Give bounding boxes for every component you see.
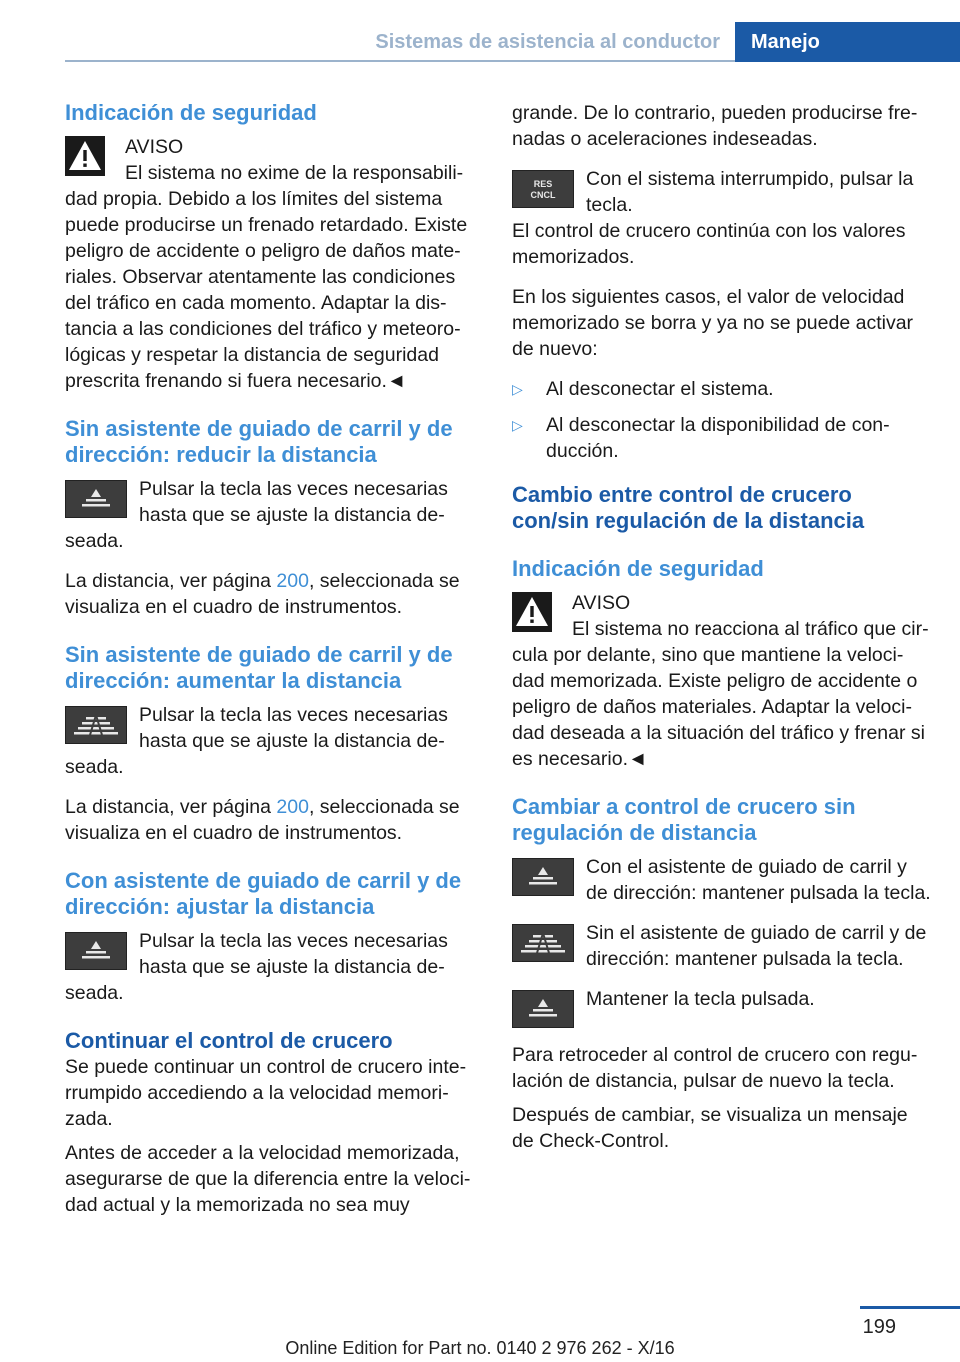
heading-reduce-distance: Sin asistente de guiado de carril y de dirección: reducir la distancia	[65, 416, 453, 467]
back-paragraph: Para retroceder al control de crucero con regu‐lación de distancia, pulsar de nuevo la tecla.	[512, 1044, 918, 1092]
header-rule	[65, 60, 735, 62]
header-chapter-tab: Manejo	[735, 22, 960, 62]
continue-paragraph-2: Antes de acceder a la velocidad memorizada, asegurarse de que la diferencia entre la veloci‐dad actual y la memorizada no sea muy	[65, 1142, 471, 1216]
heading-continue-cruise: Continuar el control de crucero	[65, 1028, 393, 1053]
left-column	[65, 100, 480, 1218]
list-item: ▷ Al desconectar el sistema.	[512, 378, 774, 400]
warning-icon	[512, 592, 552, 632]
edition-footer: Online Edition for Part no. 0140 2 976 262 - X/16	[285, 1338, 675, 1358]
warning-block-2	[512, 590, 932, 772]
adjust-distance-text: Pulsar la tecla las veces necesarias hasta que se ajuste la distancia de‐seada.	[65, 930, 448, 1004]
with-assist-row	[512, 854, 932, 906]
reduce-distance-text: Pulsar la tecla las veces necesarias hasta que se ajuste la distancia de‐seada.	[65, 478, 448, 552]
header-section-title: Sistemas de asistencia al conductor	[375, 31, 720, 53]
distance-info-1: La distancia, ver página 200, seleccionada se visualiza en el cuadro de instrumentos.	[65, 570, 460, 618]
distance-increase-key-icon	[65, 706, 127, 744]
continue-paragraph-1: Se puede continuar un control de crucero inte‐rrumpido accediendo a la velocidad memori‐zada.	[65, 1056, 467, 1130]
increase-distance-row	[65, 702, 480, 780]
footer-rule	[860, 1306, 960, 1309]
resume-paragraph: El control de crucero continúa con los valores memorizados.	[512, 220, 906, 268]
without-assist-text: Sin el asistente de guiado de carril y de dirección: mantener pulsada la tecla.	[586, 922, 927, 970]
triangle-bullet-icon: ▷	[512, 417, 523, 433]
heading-adjust-distance: Con asistente de guiado de carril y de dirección: ajustar la distancia	[65, 868, 462, 919]
res-cncl-key-icon	[512, 170, 574, 208]
page-link-200[interactable]: 200	[276, 796, 309, 818]
distance-info-2: La distancia, ver página 200, seleccionada se visualiza en el cuadro de instrumentos.	[65, 796, 460, 844]
reduce-distance-row	[65, 476, 480, 554]
warning-label: AVISO	[572, 592, 631, 614]
svg-text:RES: RES	[533, 179, 553, 189]
heading-change-cruise: Cambiar a control de crucero sin regulación de distancia	[512, 794, 856, 845]
distance-increase-key-icon	[512, 924, 574, 962]
continued-text: grande. De lo contrario, pueden producirse fre‐nadas o aceleraciones indeseadas.	[512, 102, 918, 150]
list-item: ▷ Al desconectar la disponibilidad de con‐ducción.	[512, 414, 890, 462]
heading-safety: Indicación de seguridad	[65, 100, 317, 125]
with-assist-text: Con el asistente de guiado de carril y de dirección: mantener pulsada la tecla.	[586, 856, 931, 904]
distance-decrease-key-icon	[65, 480, 127, 518]
warning-text: El sistema no exime de la responsabili‐dad propia. Debido a los límites del sistema puede producirse un frenado retardado. Existe peligro de accidente o peligro de daños mate‐riales. Observar atentamente las condiciones del tráfico en cada momento. Adaptar la dis‐tancia a las condiciones del tráfico y meteoro‐lógicas y respetar la distancia de seguridad prescrita frenando si fuera necesario.◄	[65, 162, 468, 392]
after-paragraph: Después de cambiar, se visualiza un mensaje de Check-Control.	[512, 1104, 908, 1152]
warning-icon	[65, 136, 105, 176]
res-cncl-row	[512, 166, 932, 218]
without-assist-row	[512, 920, 932, 972]
distance-assist-key-icon	[512, 858, 574, 896]
cases-list	[512, 376, 932, 464]
svg-text:CNCL: CNCL	[530, 190, 556, 200]
hold-key-text: Mantener la tecla pulsada.	[586, 988, 815, 1010]
warning-text: El sistema no reacciona al tráfico que cir‐cula por delante, sino que mantiene la veloci‐dad memorizada. Existe peligro de accidente o peligro de daños materiales. Adaptar la veloci‐dad deseada a la situación del tráfico y frenar si es necesario.◄	[512, 618, 929, 770]
distance-decrease-key-icon	[512, 990, 574, 1028]
page-link-200[interactable]: 200	[276, 570, 309, 592]
distance-assist-key-icon	[65, 932, 127, 970]
heading-increase-distance: Sin asistente de guiado de carril y de dirección: aumentar la distancia	[65, 642, 453, 693]
cases-paragraph: En los siguientes casos, el valor de velocidad memorizado se borra y ya no se puede activar de nuevo:	[512, 286, 914, 360]
hold-key-row	[512, 986, 932, 1034]
warning-label: AVISO	[125, 136, 184, 158]
page-number: 199	[862, 1316, 896, 1338]
res-cncl-text: Con el sistema interrumpido, pulsar la tecla.	[586, 168, 914, 216]
heading-safety-2: Indicación de seguridad	[512, 556, 764, 581]
right-column	[512, 100, 932, 1154]
heading-switch-cruise: Cambio entre control de crucero con/sin regulación de la distancia	[512, 482, 865, 533]
triangle-bullet-icon: ▷	[512, 381, 523, 397]
warning-block	[65, 134, 480, 394]
increase-distance-text: Pulsar la tecla las veces necesarias hasta que se ajuste la distancia de‐seada.	[65, 704, 448, 778]
page-header	[0, 22, 960, 62]
adjust-distance-row	[65, 928, 480, 1006]
